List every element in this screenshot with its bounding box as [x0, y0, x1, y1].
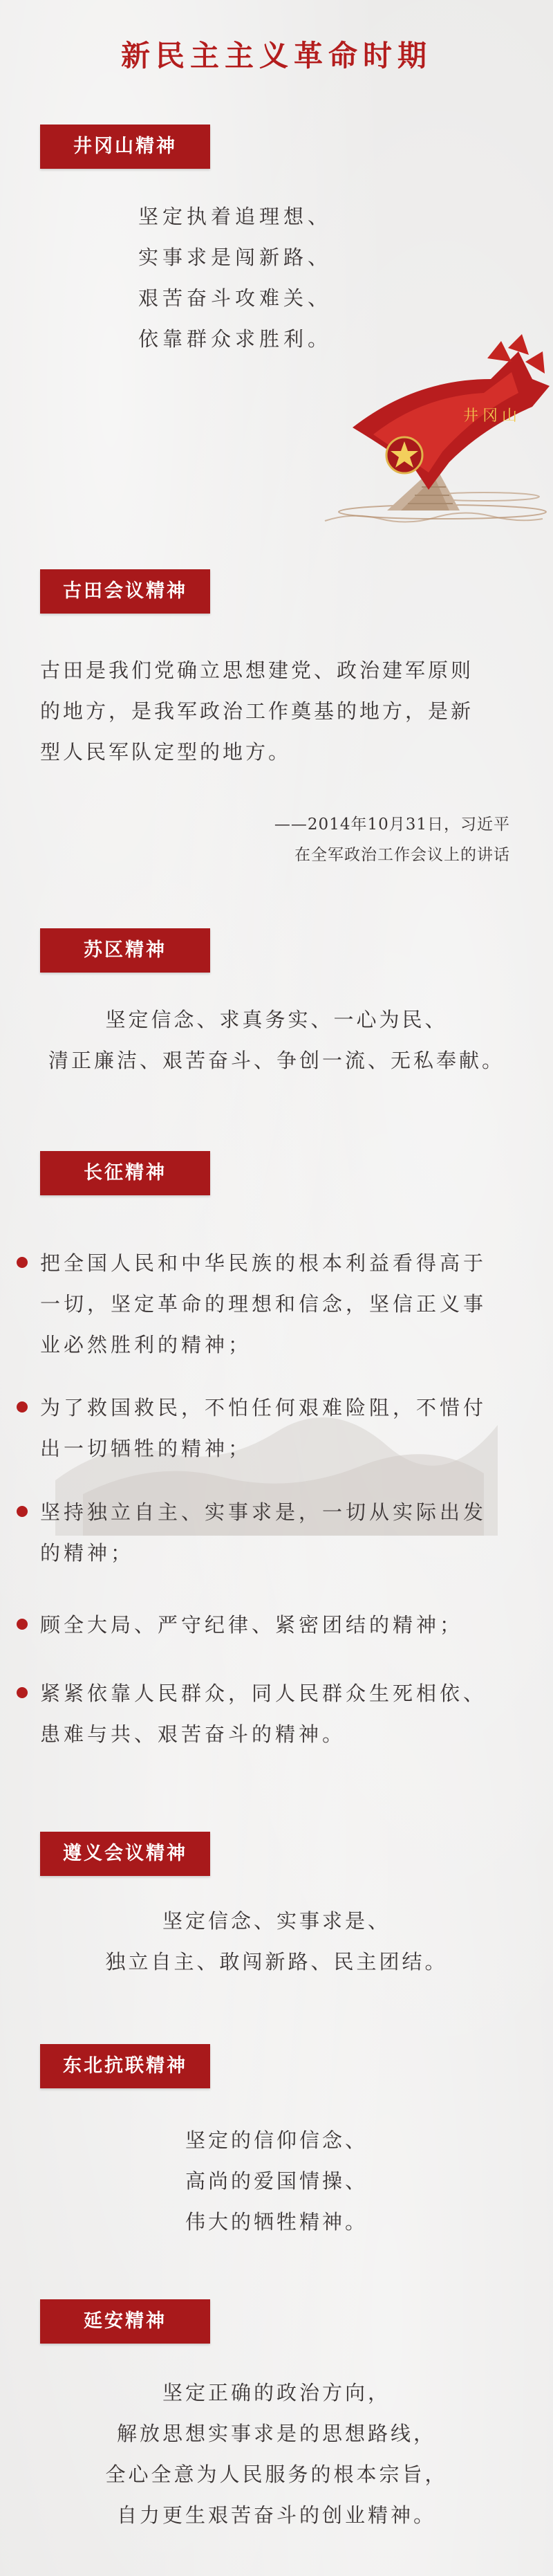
text-line: 独立自主、敢闯新路、民主团结。 — [105, 1950, 448, 1974]
text-line: 坚定信念、求真务实、一心为民、 — [105, 1008, 448, 1031]
text-line: 自力更生艰苦奋斗的创业精神。 — [116, 2503, 436, 2527]
section-tag-suqu: 苏区精神 — [40, 928, 210, 973]
gutian-source — [274, 809, 510, 870]
text-line: 清正廉洁、艰苦奋斗、争创一流、无私奉献。 — [48, 1049, 505, 1072]
text-line: 为了救国救民，不怕任何艰难险阻，不惜付 — [40, 1396, 487, 1419]
text-line: 坚持独立自主、实事求是，一切从实际出发 — [40, 1500, 487, 1524]
text-line: 古田是我们党确立思想建党、政治建军原则 — [40, 659, 474, 682]
list-item — [40, 1388, 538, 1469]
text-line: 患难与共、艰苦奋斗的精神。 — [40, 1722, 346, 1746]
bullet-icon — [17, 1619, 28, 1630]
monument-text: 井冈山 — [463, 407, 522, 425]
dongbei-text — [0, 2120, 553, 2243]
text-line: 坚定信念、实事求是、 — [162, 1909, 391, 1933]
text-line: 坚定执着追理想、 — [138, 205, 332, 228]
list-item — [40, 1243, 538, 1365]
text-line: 坚定的信仰信念、 — [185, 2128, 368, 2152]
text-line: 坚定正确的政治方向， — [162, 2381, 391, 2404]
gutian-text — [40, 650, 524, 773]
text-line: 全心全意为人民服务的根本宗旨， — [105, 2463, 448, 2486]
text-line: 解放思想实事求是的思想路线， — [116, 2422, 436, 2445]
section-tag-yanan: 延安精神 — [40, 2299, 210, 2344]
text-line: 顾全大局、严守纪律、紧密团结的精神； — [40, 1613, 464, 1637]
page-title: 新民主主义革命时期 — [120, 39, 432, 73]
yanan-text — [0, 2373, 553, 2536]
list-item — [40, 1492, 538, 1574]
list-item — [40, 1673, 538, 1755]
section-tag-zunyi: 遵义会议精神 — [40, 1832, 210, 1876]
text-line: 出一切牺牲的精神； — [40, 1437, 252, 1460]
section-tag-gutian: 古田会议精神 — [40, 569, 210, 614]
source-line: 在全军政治工作会议上的讲话 — [294, 846, 510, 864]
text-line: 的地方，是我军政治工作奠基的地方，是新 — [40, 699, 474, 723]
section-tag-jinggangshan: 井冈山精神 — [40, 125, 210, 169]
text-line: 高尚的爱国情操、 — [185, 2169, 368, 2193]
bullet-icon — [17, 1257, 28, 1268]
text-line: 艰苦奋斗攻难关、 — [138, 286, 332, 310]
list-item — [40, 1605, 538, 1646]
text-line: 把全国人民和中华民族的根本利益看得高于 — [40, 1251, 487, 1275]
section-tag-dongbei: 东北抗联精神 — [40, 2044, 210, 2088]
text-line: 依靠群众求胜利。 — [138, 327, 332, 351]
text-line: 一切，坚定革命的理想和信念，坚信正义事 — [40, 1292, 487, 1316]
text-line: 实事求是闯新路、 — [138, 246, 332, 269]
text-line: 的精神； — [40, 1541, 135, 1565]
section-tag-changzheng: 长征精神 — [40, 1151, 210, 1195]
zunyi-text — [0, 1901, 553, 1982]
source-line: ——2014年10月31日，习近平 — [274, 816, 510, 834]
text-line: 型人民军队定型的地方。 — [40, 740, 292, 764]
bullet-icon — [17, 1687, 28, 1698]
bullet-icon — [17, 1401, 28, 1413]
bullet-icon — [17, 1506, 28, 1517]
jinggangshan-monument-illustration — [311, 331, 553, 545]
text-line: 伟大的牺牲精神。 — [185, 2210, 368, 2234]
text-line: 业必然胜利的精神； — [40, 1333, 252, 1356]
suqu-text — [0, 1000, 553, 1081]
text-line: 紧紧依靠人民群众，同人民群众生死相依、 — [40, 1682, 487, 1705]
